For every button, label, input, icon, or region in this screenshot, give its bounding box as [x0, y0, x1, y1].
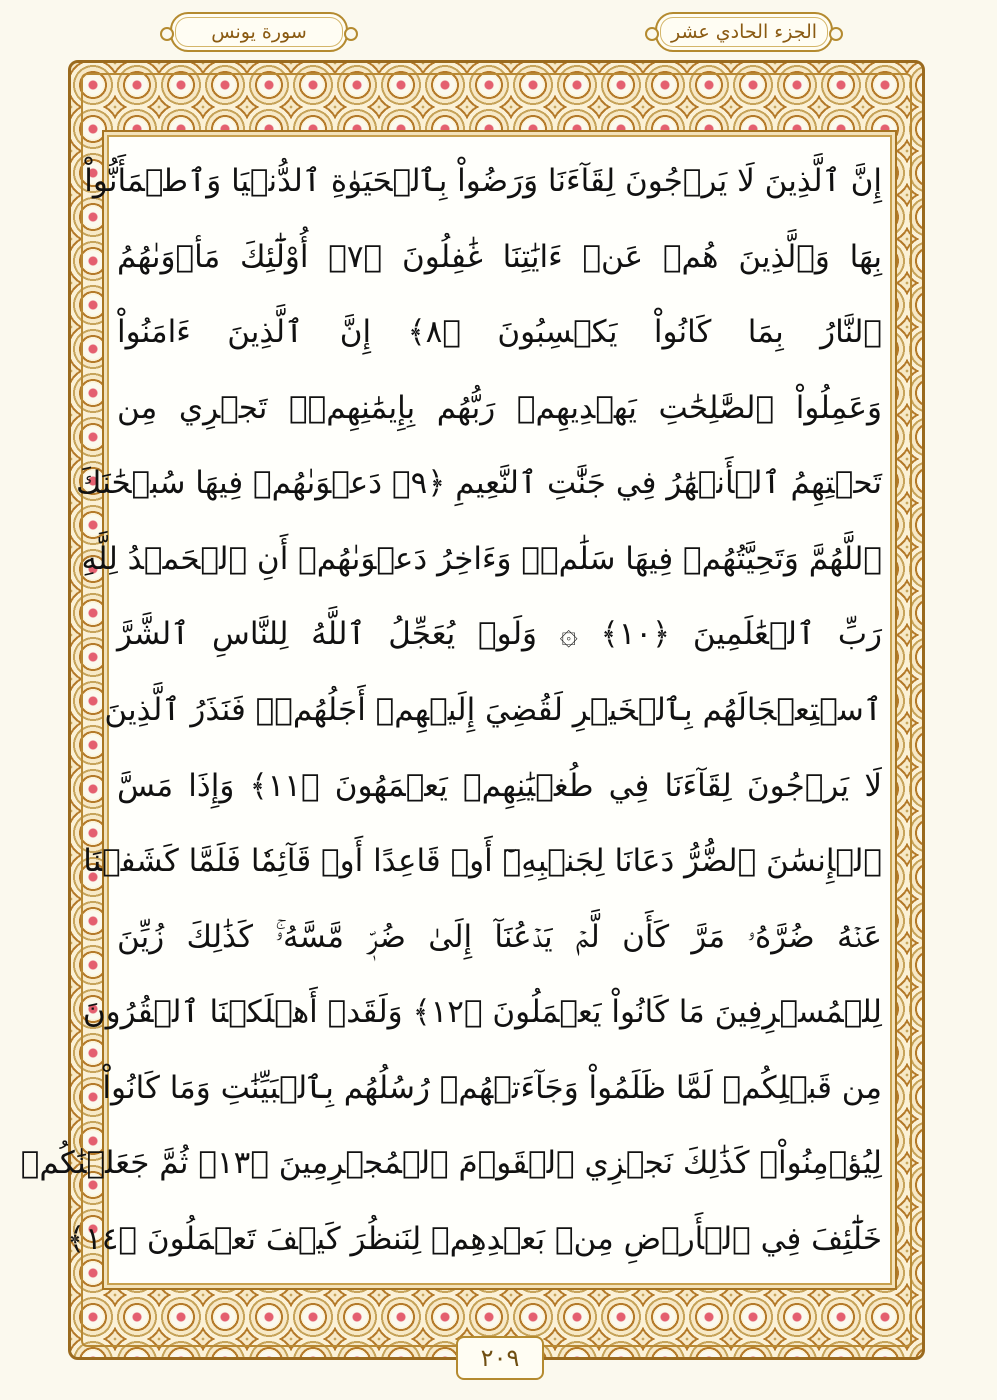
surah-name-label: سورة يونس	[170, 12, 348, 52]
text-line-6: ٱللَّهُمَّ وَتَحِيَّتُهُمۡ فِيهَا سَلَٰمٞۚ وَءَاخِرُ دَعۡوَىٰهُمۡ أَنِ ٱلۡحَمۡدُ لِلَّهِ	[81, 540, 882, 577]
quran-text	[20, 150, 883, 1270]
text-line-10: ٱلۡإِنسَٰنَ ٱلضُّرُّ دَعَانَا لِجَنۢبِهِۦٓ أَوۡ قَاعِدًا أَوۡ قَآئِمٗا فَلَمَّا كَشَفۡنَا	[83, 843, 882, 880]
text-line-11: عَنۡهُ ضُرَّهُۥ مَرَّ كَأَن لَّمۡ يَدۡعُنَآ إِلَىٰ ضُرّٖ مَّسَّهُۥۚ كَذَٰلِكَ زُيِّنَ	[117, 918, 882, 955]
text-line-2: بِهَا وَٱلَّذِينَ هُمۡ عَنۡ ءَايَٰتِنَا غَٰفِلُونَ ﴿٧﴾ أُوْلَٰٓئِكَ مَأۡوَىٰهُمُ	[117, 238, 883, 275]
text-line-8: ٱسۡتِعۡجَالَهُم بِٱلۡخَيۡرِ لَقُضِيَ إِلَيۡهِمۡ أَجَلُهُمۡۖ فَنَذَرُ ٱلَّذِينَ	[104, 691, 882, 728]
text-line-1: إِنَّ ٱلَّذِينَ لَا يَرۡجُونَ لِقَآءَنَا وَرَضُواْ بِٱلۡحَيَوٰةِ ٱلدُّنۡيَا وَٱطۡمَأَنُّواْ	[84, 163, 882, 199]
text-line-4: وَعَمِلُواْ ٱلصَّٰلِحَٰتِ يَهۡدِيهِمۡ رَبُّهُم بِإِيمَٰنِهِمۡۖ تَجۡرِي مِن	[117, 389, 882, 426]
text-line-3: ٱلنَّارُ بِمَا كَانُواْ يَكۡسِبُونَ ﴿٨﴾ إِنَّ ٱلَّذِينَ ءَامَنُواْ	[117, 314, 882, 351]
text-line-5: تَحۡتِهِمُ ٱلۡأَنۡهَٰرُ فِي جَنَّٰتِ ٱلنَّعِيمِ ﴿٩﴾ دَعۡوَىٰهُمۡ فِيهَا سُبۡحَٰنَكَ	[76, 465, 882, 502]
text-line-7: رَبِّ ٱلۡعَٰلَمِينَ ﴿١٠﴾ ۞ وَلَوۡ يُعَجِّلُ ٱللَّهُ لِلنَّاسِ ٱلشَّرَّ	[117, 616, 882, 653]
text-line-15: خَلَٰٓئِفَ فِي ٱلۡأَرۡضِ مِنۢ بَعۡدِهِمۡ لِنَنظُرَ كَيۡفَ تَعۡمَلُونَ ﴿١٤﴾	[66, 1220, 882, 1257]
page-number: ٢٠٩	[456, 1336, 544, 1380]
text-line-9: لَا يَرۡجُونَ لِقَآءَنَا فِي طُغۡيَٰنِهِمۡ يَعۡمَهُونَ ﴿١١﴾ وَإِذَا مَسَّ	[117, 767, 882, 804]
juz-name-label: الجزء الحادي عشر	[655, 12, 833, 52]
text-line-13: مِن قَبۡلِكُمۡ لَمَّا ظَلَمُواْ وَجَآءَتۡهُمۡ رُسُلُهُم بِٱلۡبَيِّنَٰتِ وَمَا كَانُواْ	[102, 1069, 882, 1106]
text-line-14: لِيُؤۡمِنُواْۚ كَذَٰلِكَ نَجۡزِي ٱلۡقَوۡمَ ٱلۡمُجۡرِمِينَ ﴿١٣﴾ ثُمَّ جَعَلۡنَٰكُمۡ	[20, 1145, 882, 1182]
text-line-12: لِلۡمُسۡرِفِينَ مَا كَانُواْ يَعۡمَلُونَ ﴿١٢﴾ وَلَقَدۡ أَهۡلَكۡنَا ٱلۡقُرُونَ	[82, 994, 882, 1031]
